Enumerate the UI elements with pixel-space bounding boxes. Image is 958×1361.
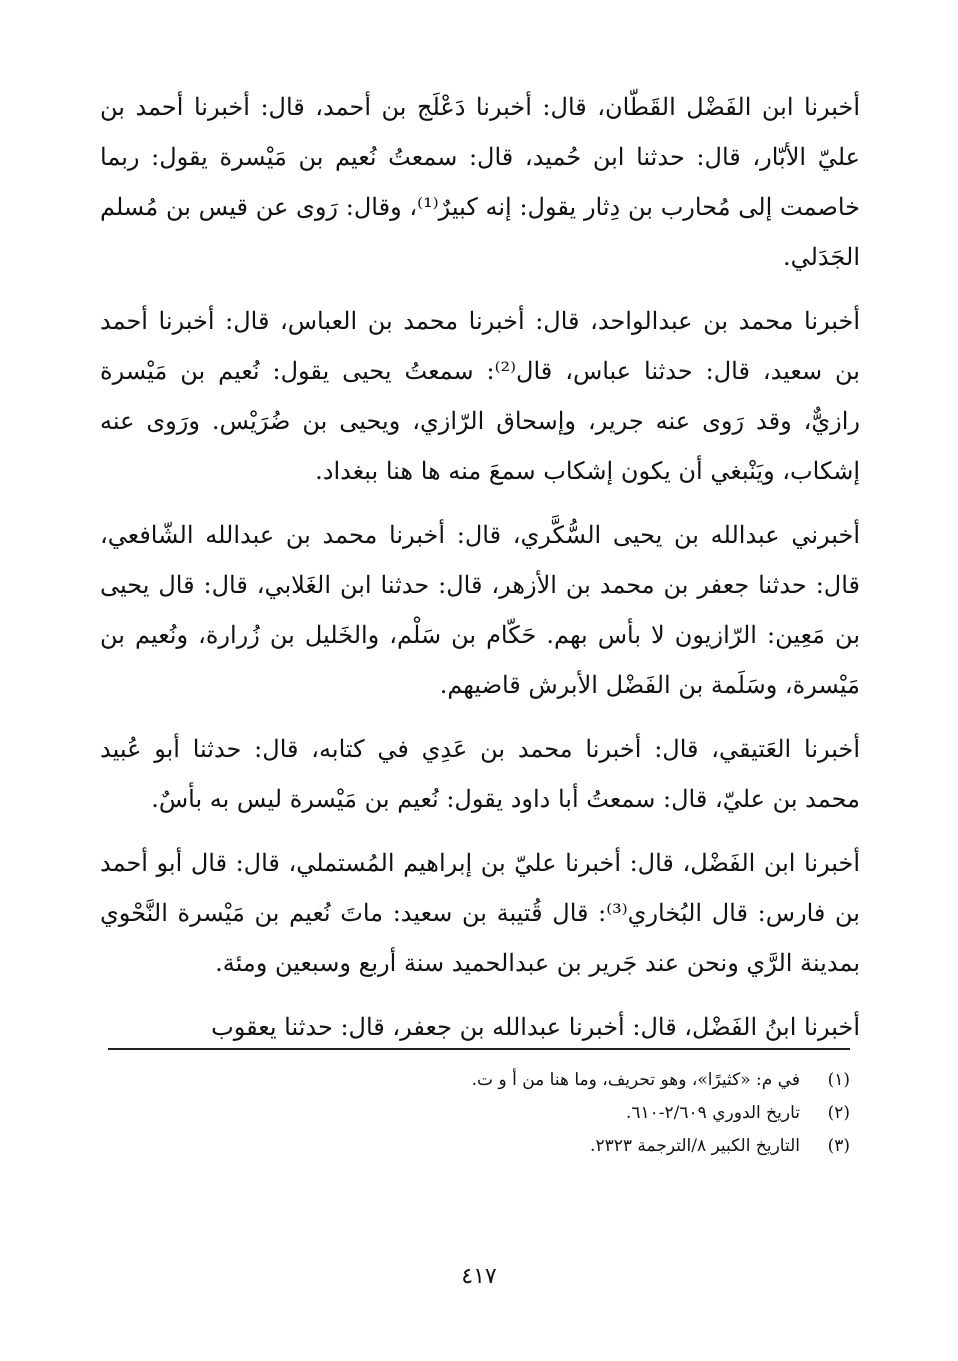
footnote-text: التاريخ الكبير ٨/الترجمة ٢٣٢٣.	[590, 1136, 800, 1156]
footnote-1	[108, 1064, 850, 1097]
footnotes	[108, 1064, 850, 1163]
footnote-number: (٣)	[827, 1136, 850, 1156]
footnote-3	[108, 1130, 850, 1163]
paragraph-2: أخبرنا محمد بن عبدالواحد، قال: أخبرنا محمد بن العباس، قال: أخبرنا أحمد بن سعيد، قال: حدثنا عباس، قال⁽²⁾: سمعتُ يحيى يقول: نُعيم بن مَيْسرة رازيٌّ، وقد رَوى عنه جرير، وإسحاق الرّازي، ويحيى بن ضُرَيْس. ورَوى عنه إشكاب، ويَنْبغي أن يكون إشكاب سمعَ منه ها هنا ببغداد.	[100, 307, 860, 485]
paragraph-3: أخبرني عبدالله بن يحيى السُّكَّري، قال: أخبرنا محمد بن عبدالله الشّافعي، قال: حدثنا جعفر بن محمد بن الأزهر، قال: حدثنا ابن الغَلابي، قال: قال يحيى بن مَعِين: الرّازيون لا بأس بهم. حَكّام بن سَلْم، والخَليل بن زُرارة، ونُعيم بن مَيْسرة، وسَلَمة بن الفَضْل الأبرش قاضيهم.	[100, 521, 860, 699]
footnote-divider	[108, 1048, 850, 1050]
paragraph-5: أخبرنا ابن الفَضْل، قال: أخبرنا عليّ بن إبراهيم المُستملي، قال: قال أبو أحمد بن فارس: قال البُخاري⁽³⁾: قال قُتيبة بن سعيد: ماتَ نُعيم بن مَيْسرة النَّحْوي بمدينة الرَّي ونحن عند جَرير بن عبدالحميد سنة أربع وسبعين ومئة.	[100, 849, 860, 977]
footnote-number: (٢)	[827, 1103, 850, 1123]
footnote-text: في م: «كثيرًا»، وهو تحريف، وما هنا من أ و ت.	[471, 1070, 800, 1090]
footnote-text: تاريخ الدوري ٢/٦٠٩-٦١٠.	[625, 1103, 800, 1123]
page-number: ٤١٧	[461, 1264, 497, 1289]
paragraph-1: أخبرنا ابن الفَضْل القَطّان، قال: أخبرنا دَعْلَج بن أحمد، قال: أخبرنا أحمد بن عليّ الأبّار، قال: حدثنا ابن حُميد، قال: سمعتُ نُعيم بن مَيْسرة يقول: ربما خاصمت إلى مُحارب بن دِثار يقول: إنه كبيرٌ⁽¹⁾، وقال: رَوى عن قيس بن مُسلم الجَدَلي.	[100, 93, 861, 271]
footnote-number: (١)	[827, 1070, 850, 1090]
paragraph-4: أخبرنا العَتيقي، قال: أخبرنا محمد بن عَدِي في كتابه، قال: حدثنا أبو عُبيد محمد بن عليّ، قال: سمعتُ أبا داود يقول: نُعيم بن مَيْسرة ليس به بأسٌ.	[100, 735, 860, 813]
footnote-2	[108, 1097, 850, 1130]
main-text	[100, 82, 860, 1066]
paragraph-6: أخبرنا ابنُ الفَضْل، قال: أخبرنا عبدالله بن جعفر، قال: حدثنا يعقوب	[211, 1013, 860, 1041]
